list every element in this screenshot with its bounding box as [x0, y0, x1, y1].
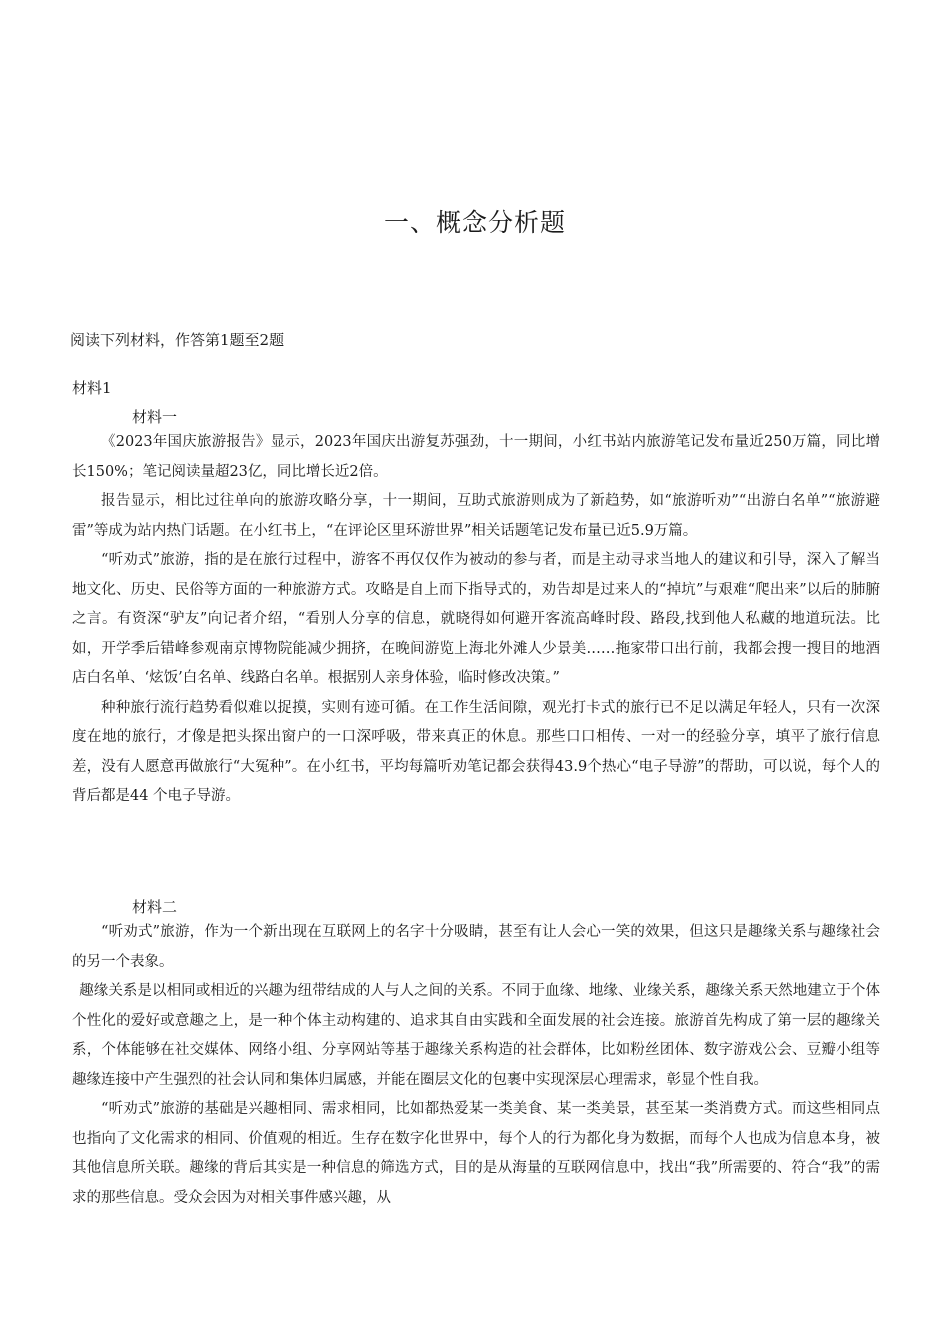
paragraph: 报告显示，相比过往单向的旅游攻略分享，十一期间，互助式旅游则成为了新趋势，如“旅游听劝”“出游白名单”“旅游避雷”等成为站内热门话题。在小红书上，“在评论区里环游世界”相关话题笔记发布量已近5.9万篇。: [72, 493, 880, 539]
paragraph: “听劝式”旅游，作为一个新出现在互联网上的名字十分吸睛，甚至有让人会心一笑的效果，但这只是趣缘关系与趣缘社会的另一个表象。: [72, 924, 880, 970]
section-title: 一、概念分析题: [383, 208, 566, 237]
part1-label: 材料一: [132, 408, 178, 426]
instruction-text: 阅读下列材料，作答第1题至2题: [70, 331, 285, 349]
part2-label: 材料二: [132, 898, 178, 916]
paragraph: “听劝式”旅游，指的是在旅行过程中，游客不再仅仅作为被动的参与者，而是主动寻求当地人的建议和引导，深入了解当地文化、历史、民俗等方面的一种旅游方式。攻略是自上而下指导式的，劝告却是过来人的“掉坑”与艰难“爬出来”以后的肺腑之言。有资深“驴友”向记者介绍，“看别人分享的信息，就晓得如何避开客流高峰时段、路段,找到他人私藏的地道玩法。比如，开学季后错峰参观南京博物院能减少拥挤，在晚间游览上海北外滩人少景美……拖家带口出行前，我都会搜一搜目的地酒店白名单、‘炫饭’白名单、线路白名单。根据别人亲身体验，临时修改决策。”: [72, 552, 880, 686]
material-label: 材料1: [72, 379, 112, 397]
paragraph: 《2023年国庆旅游报告》显示，2023年国庆出游复苏强劲，十一期间，小红书站内旅游笔记发布量近250万篇，同比增长150%；笔记阅读量超23亿，同比增长近2倍。: [72, 434, 880, 480]
part1-body: [72, 428, 880, 812]
paragraph: 趣缘关系是以相同或相近的兴趣为纽带结成的人与人之间的关系。不同于血缘、地缘、业缘关系，趣缘关系天然地建立于个体个性化的爱好或意趣之上，是一种个体主动构建的、追求其自由实践和全面发展的社会连接。旅游首先构成了第一层的趣缘关系，个体能够在社交媒体、网络小组、分享网站等基于趣缘关系构造的社会群体，比如粉丝团体、数字游戏公会、豆瓣小组等趣缘连接中产生强烈的社会认同和集体归属感，并能在圈层文化的包裹中实现深层心理需求，彰显个性自我。: [72, 983, 880, 1088]
paragraph: “听劝式”旅游的基础是兴趣相同、需求相同，比如都热爱某一类美食、某一类美景，甚至某一类消费方式。而这些相同点也指向了文化需求的相同、价值观的相近。生存在数字化世界中，每个人的行为都化身为数据，而每个人也成为信息本身，被其他信息所关联。趣缘的背后其实是一种信息的筛选方式，目的是从海量的互联网信息中，找出“我”所需要的、符合“我”的需求的那些信息。受众会因为对相关事件感兴趣，从: [72, 1101, 880, 1206]
paragraph: 种种旅行流行趋势看似难以捉摸，实则有迹可循。在工作生活间隙，观光打卡式的旅行已不足以满足年轻人，只有一次深度在地的旅行，才像是把头探出窗户的一口深呼吸，带来真正的休息。那些口口相传、一对一的经验分享，填平了旅行信息差，没有人愿意再做旅行“大冤种”。在小红书，平均每篇听劝笔记都会获得43.9个热心“电子导游”的帮助，可以说，每个人的背后都是44 个电子导游。: [72, 699, 880, 804]
part2-body: [72, 918, 880, 1213]
